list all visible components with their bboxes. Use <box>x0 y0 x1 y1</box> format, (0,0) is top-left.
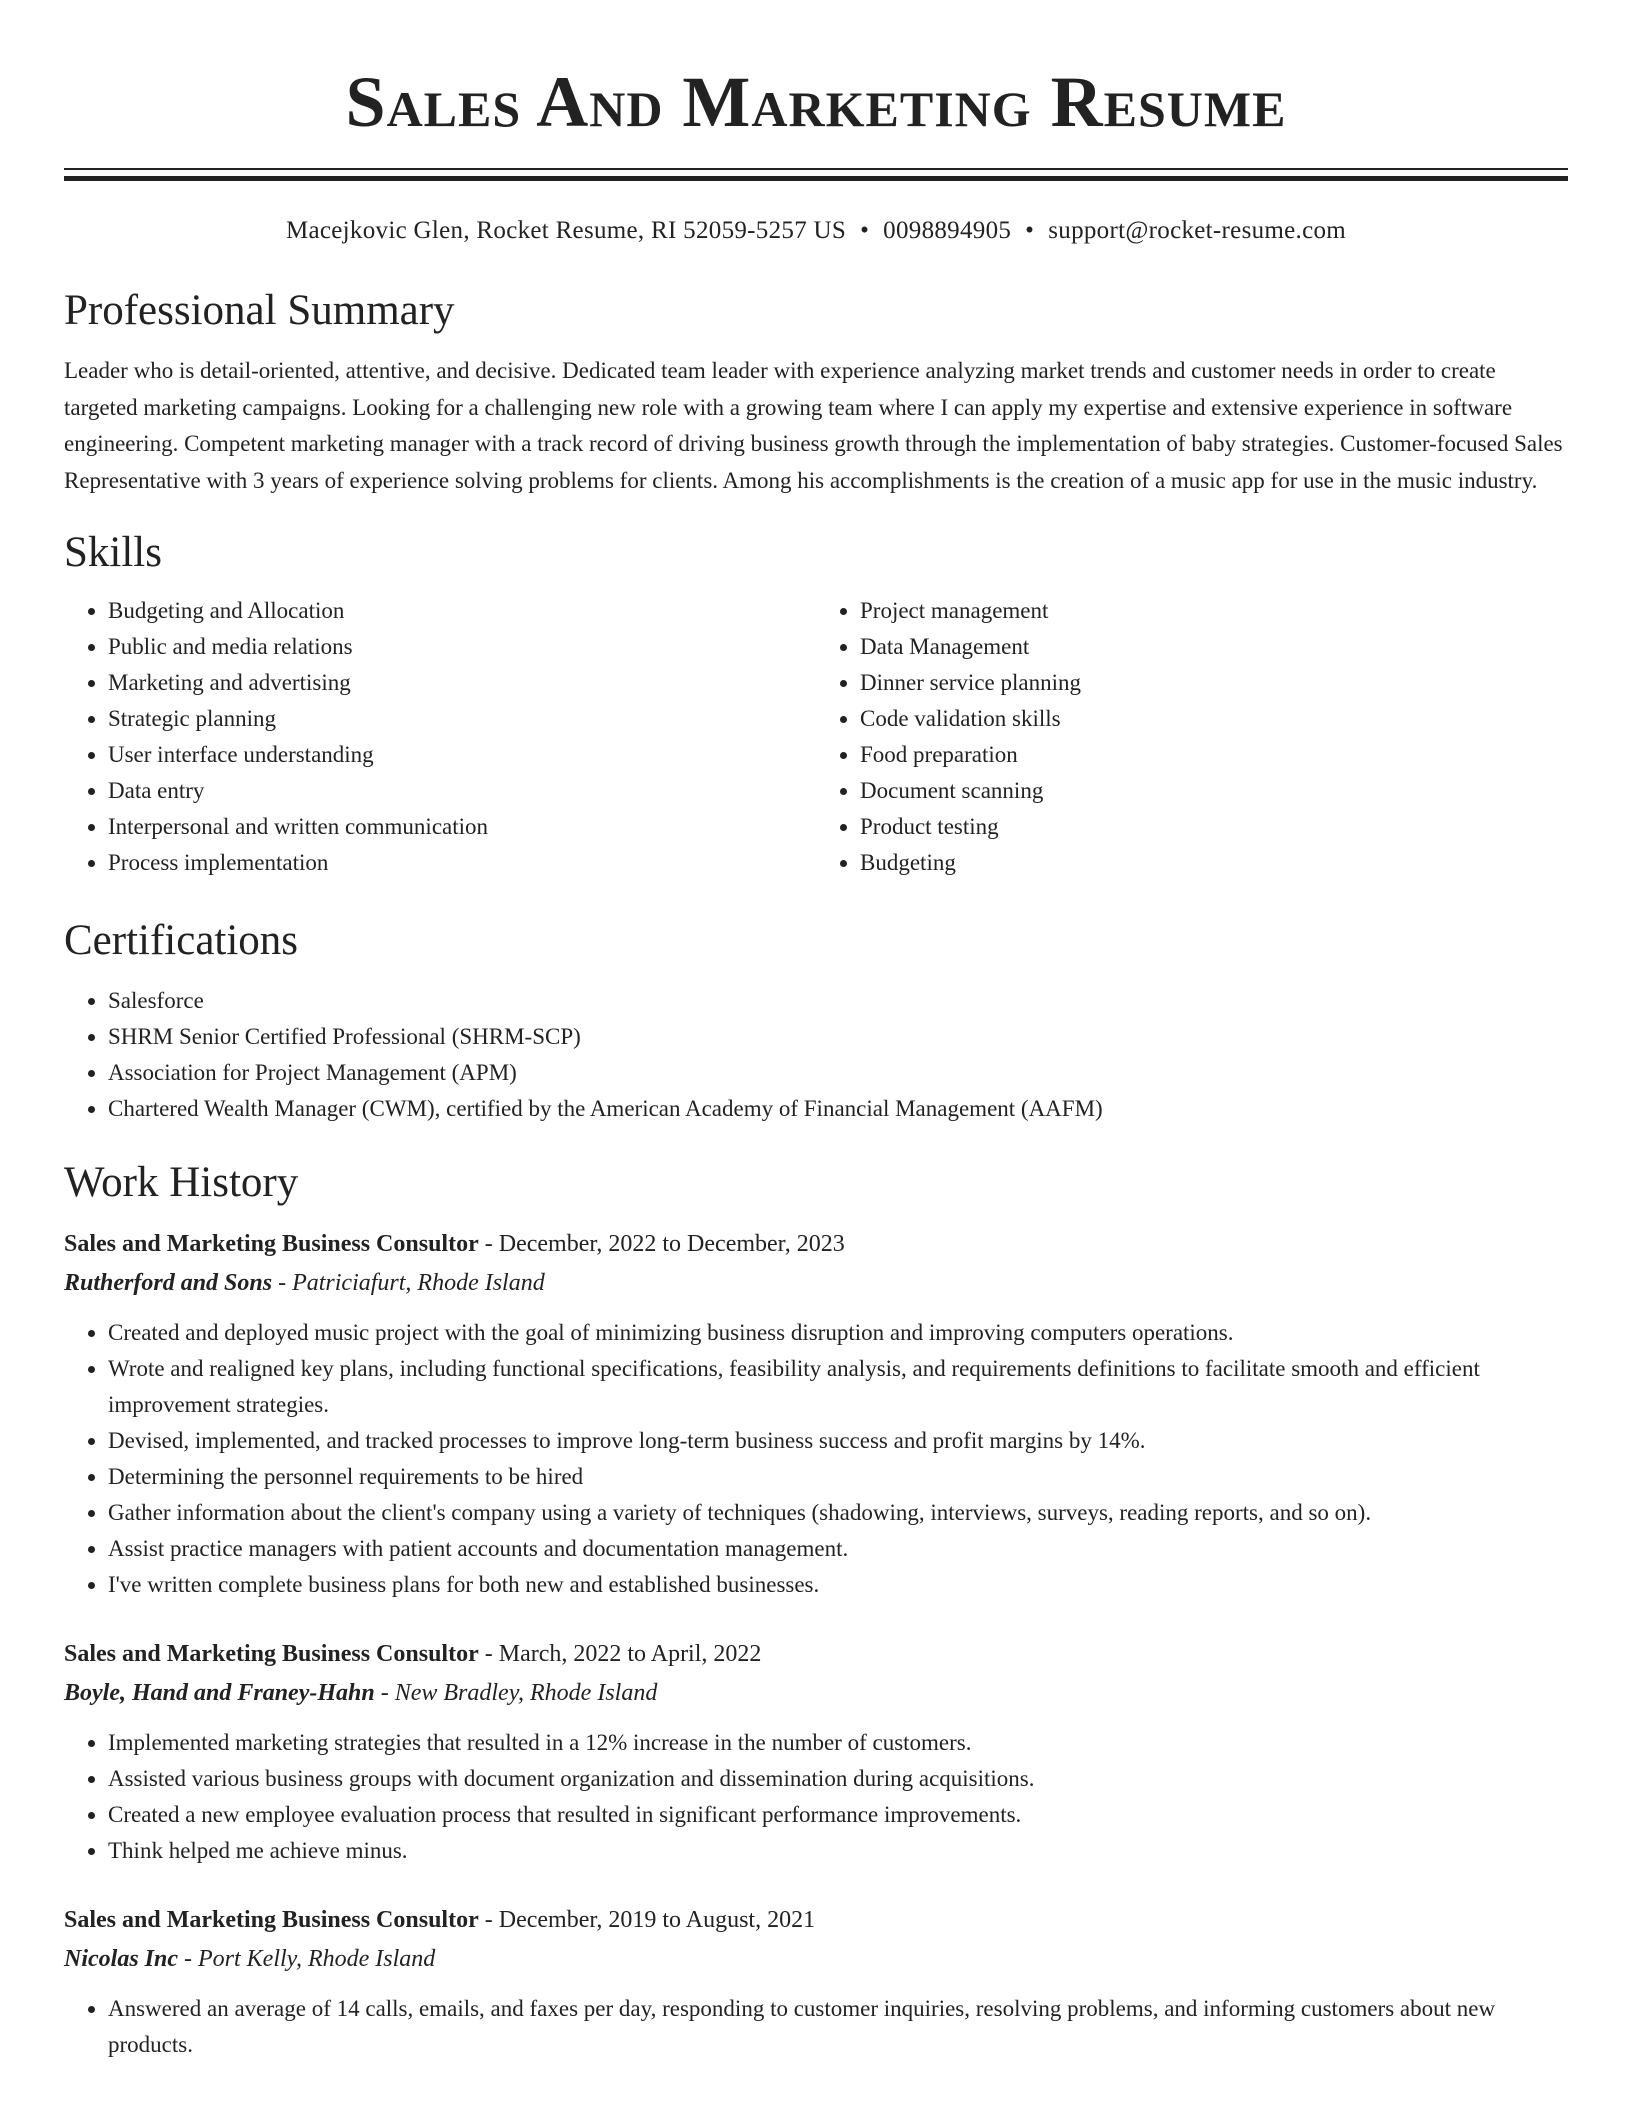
job-entry <box>64 1901 1568 2063</box>
skill-item: • Process implementation <box>108 845 816 881</box>
contact-line <box>64 215 1568 247</box>
certification-item: • Association for Project Management (APM) <box>108 1055 1568 1091</box>
skill-item: • Budgeting <box>860 845 1568 881</box>
job-company-line: Nicolas Inc - Port Kelly, Rhode Island <box>64 1946 436 1972</box>
skill-item: • Food preparation <box>860 737 1568 773</box>
skill-item: • Marketing and advertising <box>108 665 816 701</box>
resume-title: Sales And Marketing Resume <box>345 62 1287 142</box>
skills-list-right <box>816 593 1568 881</box>
job-dates: December, 2022 to December, 2023 <box>498 1231 845 1257</box>
skill-item: • Interpersonal and written communication <box>108 809 816 845</box>
title-divider-thin <box>64 168 1568 170</box>
skill-item: • Data Management <box>860 629 1568 665</box>
skill-item: • User interface understanding <box>108 737 816 773</box>
job-dates: December, 2019 to August, 2021 <box>498 1907 816 1933</box>
certifications-list <box>64 983 1568 1127</box>
job-title-line: Sales and Marketing Business Consultor - December, 2019 to August, 2021 <box>64 1907 816 1933</box>
contact-address: Macejkovic Glen, Rocket Resume, RI 52059-5257 US <box>285 217 847 244</box>
skill-item: • Project management <box>860 593 1568 629</box>
contact-email: support@rocket-resume.com <box>1048 217 1347 244</box>
certification-item: • SHRM Senior Certified Professional (SHRM-SCP) <box>108 1019 1568 1055</box>
job-duty: • Answered an average of 14 calls, emails, and faxes per day, responding to customer inquiries, resolving problems, and informing customers about new products. <box>108 1991 1568 2063</box>
job-duty: • Wrote and realigned key plans, including functional specifications, feasibility analysis, and requirements definitions to facilitate smooth and efficient improvement strategies. <box>108 1351 1568 1423</box>
job-entry <box>64 1225 1568 1603</box>
certifications-heading: Certifications <box>64 917 299 964</box>
skills-columns <box>64 593 1568 881</box>
job-duties-list <box>64 1725 1568 1869</box>
skills-heading: Skills <box>64 529 162 576</box>
skill-item: • Dinner service planning <box>860 665 1568 701</box>
job-company-line: Rutherford and Sons - Patriciafurt, Rhode Island <box>64 1270 545 1296</box>
job-location: New Bradley, Rhode Island <box>394 1680 658 1706</box>
job-entry <box>64 1635 1568 1869</box>
skill-item: • Budgeting and Allocation <box>108 593 816 629</box>
skill-item: • Data entry <box>108 773 816 809</box>
job-duty: • Implemented marketing strategies that resulted in a 12% increase in the number of customers. <box>108 1725 1568 1761</box>
certification-item: • Salesforce <box>108 983 1568 1019</box>
summary-text: Leader who is detail-oriented, attentive, and decisive. Dedicated team leader with experience analyzing market trends and customer needs in order to create targeted marketing campaigns. Looking for a challenging new role with a growing team where I can apply my expertise and extensive experience in software engineering. Competent marketing manager with a track record of driving business growth through the implementation of baby strategies. Customer-focused Sales Representative with 3 years of experience solving problems for clients. Among his accomplishments is the creation of a music app for use in the music industry. <box>64 358 1563 493</box>
job-title-line: Sales and Marketing Business Consultor - March, 2022 to April, 2022 <box>64 1641 762 1667</box>
skill-item: • Strategic planning <box>108 701 816 737</box>
job-duty: • Assisted various business groups with document organization and dissemination during acquisitions. <box>108 1761 1568 1797</box>
job-role: Sales and Marketing Business Consultor <box>64 1231 479 1257</box>
contact-separator: • <box>1025 217 1035 244</box>
job-duties-list <box>64 1991 1568 2063</box>
job-duty: • Gather information about the client's company using a variety of techniques (shadowing, interviews, surveys, reading reports, and so on). <box>108 1495 1568 1531</box>
job-duty: • Devised, implemented, and tracked processes to improve long-term business success and profit margins by 14%. <box>108 1423 1568 1459</box>
skill-item: • Code validation skills <box>860 701 1568 737</box>
skill-item: • Product testing <box>860 809 1568 845</box>
job-title-line: Sales and Marketing Business Consultor - December, 2022 to December, 2023 <box>64 1231 845 1257</box>
skill-item: • Public and media relations <box>108 629 816 665</box>
job-duty: • Determining the personnel requirements to be hired <box>108 1459 1568 1495</box>
contact-phone: 0098894905 <box>883 217 1012 244</box>
job-company: Boyle, Hand and Franey-Hahn <box>64 1680 375 1706</box>
job-role: Sales and Marketing Business Consultor <box>64 1907 479 1933</box>
job-company-line: Boyle, Hand and Franey-Hahn - New Bradley, Rhode Island <box>64 1680 658 1706</box>
job-location: Port Kelly, Rhode Island <box>198 1946 436 1972</box>
job-duty: • Created a new employee evaluation process that resulted in significant performance improvements. <box>108 1797 1568 1833</box>
job-location: Patriciafurt, Rhode Island <box>292 1270 545 1296</box>
job-role: Sales and Marketing Business Consultor <box>64 1641 479 1667</box>
title-divider-thick <box>64 176 1568 181</box>
skill-item: • Document scanning <box>860 773 1568 809</box>
work-history-heading: Work History <box>64 1159 299 1206</box>
job-duty: • Assist practice managers with patient accounts and documentation management. <box>108 1531 1568 1567</box>
summary-heading: Professional Summary <box>64 287 455 334</box>
job-company: Nicolas Inc <box>64 1946 178 1972</box>
contact-separator: • <box>860 217 870 244</box>
job-duty: • I've written complete business plans for both new and established businesses. <box>108 1567 1568 1603</box>
job-duty: • Think helped me achieve minus. <box>108 1833 1568 1869</box>
job-duty: • Created and deployed music project with the goal of minimizing business disruption and improving computers operations. <box>108 1315 1568 1351</box>
job-dates: March, 2022 to April, 2022 <box>498 1641 762 1667</box>
certification-item: • Chartered Wealth Manager (CWM), certified by the American Academy of Financial Management (AAFM) <box>108 1091 1568 1127</box>
job-duties-list <box>64 1315 1568 1603</box>
skills-list-left <box>64 593 816 881</box>
job-company: Rutherford and Sons <box>64 1270 273 1296</box>
